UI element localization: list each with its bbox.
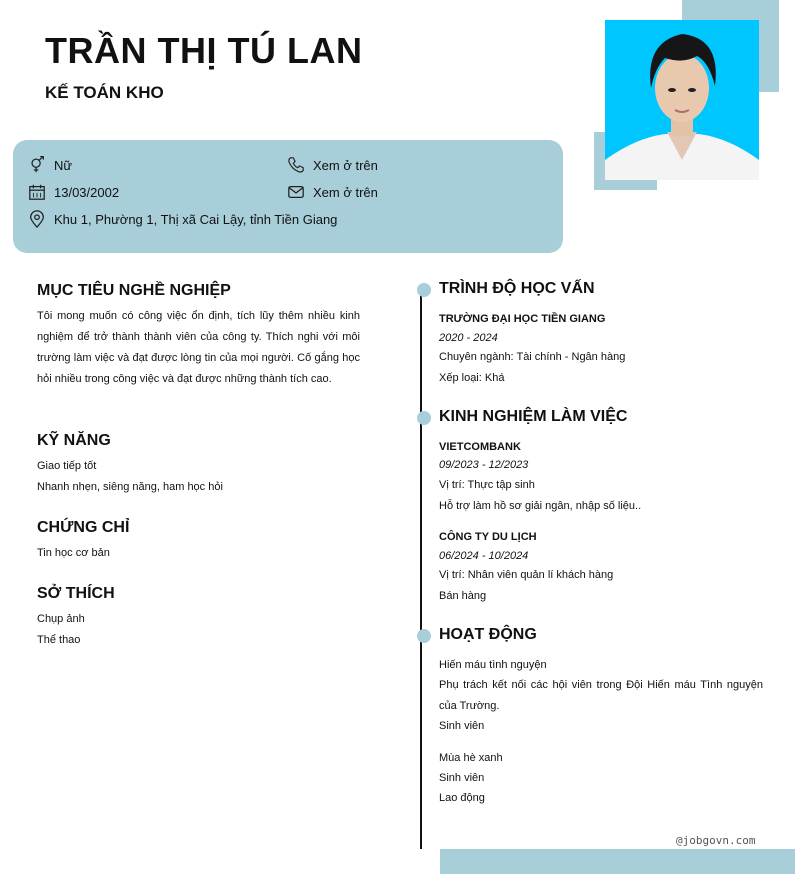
- contact-dob: [28, 183, 119, 201]
- job-position: Vị trí: Thực tập sinh: [439, 479, 535, 491]
- job-period: 09/2023 - 12/2023: [439, 459, 529, 471]
- objective-text: Tôi mong muốn có công việc ổn định, tích lũy thêm nhiều kinh nghiệm để trở thành thành viên của công ty. Thích nghi với môi trường làm việc và đạt được lòng tin của mọi người. Cố gắng học hỏi nhiều trong công việc và đạt được những thành tích cao.: [37, 310, 360, 385]
- experience-title: KINH NGHIỆM LÀM VIỆC: [439, 408, 628, 425]
- activity-description: Sinh viên: [439, 772, 485, 784]
- skills-title: KỸ NĂNG: [37, 432, 111, 449]
- contact-email: [287, 183, 378, 201]
- job-period: 06/2024 - 10/2024: [439, 550, 529, 562]
- skill-item: Nhanh nhẹn, siêng năng, ham học hỏi: [37, 481, 223, 493]
- timeline-dot: [417, 411, 431, 425]
- timeline-dot: [417, 629, 431, 643]
- decor-bottom-bar: [440, 849, 795, 874]
- activity-description: Phụ trách kết nối các hội viên trong Đội Hiến máu Tình nguyện của Trường.: [439, 679, 763, 712]
- activities-title: HOẠT ĐỘNG: [439, 626, 537, 643]
- objective-title: MỤC TIÊU NGHỀ NGHIỆP: [37, 282, 231, 299]
- school-name: TRƯỜNG ĐẠI HỌC TIỀN GIANG: [439, 313, 606, 325]
- job-title: KẾ TOÁN KHO: [45, 83, 164, 102]
- activity-role: Lao động: [439, 792, 485, 804]
- certificate-item: Tin học cơ bản: [37, 547, 110, 559]
- activity-name: Mùa hè xanh: [439, 752, 503, 764]
- job-description: Bán hàng: [439, 590, 487, 602]
- activity-name: Hiến máu tình nguyện: [439, 659, 547, 671]
- hobby-item: Thể thao: [37, 634, 81, 646]
- education-rank: Xếp loại: Khá: [439, 372, 505, 384]
- contact-gender: [28, 156, 72, 174]
- gender-text: Nữ: [54, 157, 73, 173]
- education-major: Chuyên ngành: Tài chính - Ngân hàng: [439, 351, 626, 363]
- phone-icon: [287, 156, 305, 174]
- profile-photo: [605, 20, 759, 180]
- mail-icon: [287, 183, 305, 201]
- contact-address: [28, 210, 337, 228]
- hobbies-title: SỞ THÍCH: [37, 585, 115, 602]
- address-text: Khu 1, Phường 1, Thị xã Cai Lậy, tỉnh Tiền Giang: [54, 211, 338, 227]
- skill-item: Giao tiếp tốt: [37, 460, 97, 472]
- job-position: Vị trí: Nhân viên quản lí khách hàng: [439, 569, 614, 581]
- contact-phone: [287, 156, 378, 174]
- education-period: 2020 - 2024: [439, 332, 498, 344]
- timeline-line: [420, 289, 422, 849]
- email-text: Xem ở trên: [313, 184, 378, 200]
- job-company: CÔNG TY DU LỊCH: [439, 531, 537, 543]
- candidate-name: TRẦN THỊ TÚ LAN: [45, 30, 363, 71]
- job-description: Hỗ trợ làm hồ sơ giải ngân, nhập số liệu..: [439, 500, 642, 512]
- education-title: TRÌNH ĐỘ HỌC VẤN: [439, 280, 595, 297]
- certificates-title: CHỨNG CHỈ: [37, 519, 130, 536]
- calendar-icon: [28, 183, 46, 201]
- hobby-item: Chụp ảnh: [37, 613, 85, 625]
- phone-text: Xem ở trên: [313, 157, 378, 173]
- activity-role: Sinh viên: [439, 720, 485, 732]
- location-icon: [28, 210, 46, 228]
- job-company: VIETCOMBANK: [439, 441, 521, 453]
- person-portrait-icon: [605, 20, 759, 180]
- contact-info-box: [13, 140, 563, 253]
- watermark-text: @jobgovn.com: [676, 834, 756, 847]
- timeline-dot: [417, 283, 431, 297]
- dob-text: 13/03/2002: [54, 184, 120, 200]
- gender-icon: [28, 156, 46, 174]
